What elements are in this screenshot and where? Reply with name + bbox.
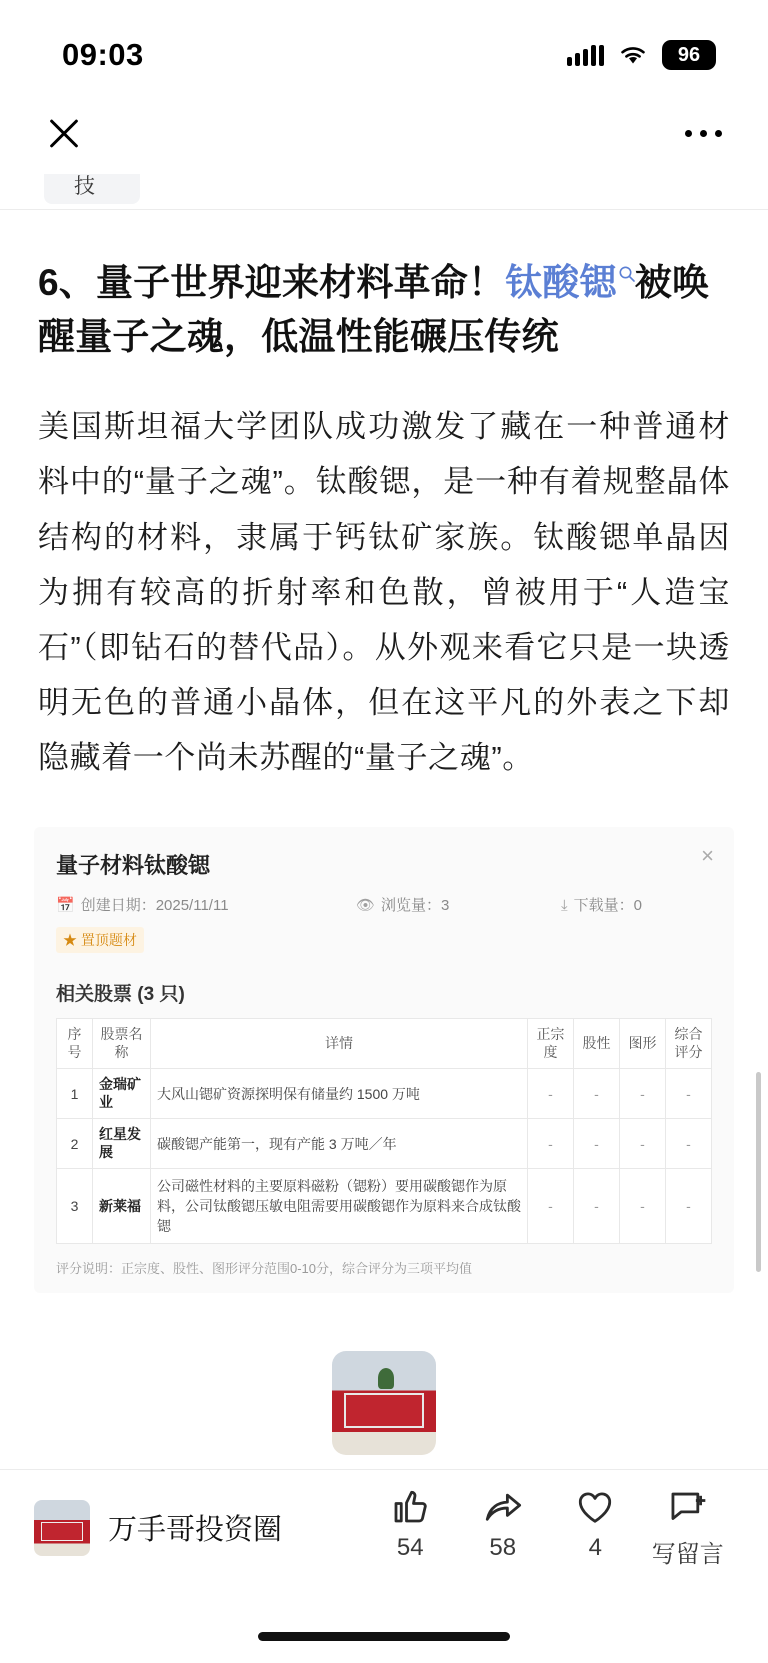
author-avatar[interactable] [34,1500,90,1556]
search-icon[interactable] [618,265,636,283]
table-note: 评分说明：正宗度、股性、图形评分范围0-10分，综合评分为三项平均值 [56,1261,473,1277]
article-paragraph: 美国斯坦福大学团队成功激发了藏在一种普通材料中的“量子之魂”。钛酸锶，是一种有着规整晶体结构的材料，隶属于钙钛矿家族。钛酸锶单晶因为拥有较高的折射率和色散，曾被用于“人造宝石”（即钻石的替代品）。从外观来看它只是一块透明无色的普通小晶体，但在这平凡的外表之下却隐藏着一个尚未苏醒的“量子之魂”。 [38,409,730,776]
related-stocks-title: 相关股票 (3 只) [56,984,185,1006]
thumbs-up-icon [389,1486,431,1528]
cell-no: 1 [57,1069,93,1119]
eye-icon: 👁 [356,897,376,915]
cell-guxing: - [574,1069,620,1119]
share-icon [482,1486,524,1528]
table-row[interactable] [57,1119,712,1169]
cell-tuxing: - [620,1069,666,1119]
headline-prefix: 6、量子世界迎来材料革命！ [38,262,506,303]
comment-icon [667,1486,709,1528]
cell-tuxing: - [620,1119,666,1169]
cell-zhengzong: - [528,1119,574,1169]
article-content [0,256,768,785]
col-guxing: 股性 [574,1019,620,1069]
tag-chip[interactable] [44,174,140,204]
table-row[interactable] [57,1069,712,1119]
cell-no: 3 [57,1169,93,1244]
cell-name: 新莱福 [93,1169,151,1244]
col-tuxing: 图形 [620,1019,666,1069]
table-row[interactable] [57,1169,712,1244]
col-zonghe: 综合评分 [666,1019,712,1069]
related-stocks-table [56,1018,712,1244]
status-bar [0,0,768,92]
cell-no: 2 [57,1119,93,1169]
cell-guxing: - [574,1169,620,1244]
card-meta [56,894,712,915]
wifi-icon [618,44,648,66]
col-no: 序号 [57,1019,93,1069]
heart-icon [574,1486,616,1528]
cell-zonghe: - [666,1119,712,1169]
account-avatar[interactable] [332,1351,436,1455]
avatar-plant-shape [378,1368,395,1389]
favorite-button[interactable] [553,1486,637,1562]
status-badge: ★ 置顶题材 [56,927,144,953]
author-block[interactable] [34,1500,364,1556]
cell-zonghe: - [666,1069,712,1119]
headline-suffix: 被唤醒量子之魂，低温性能碾压传统 [38,262,710,357]
comment-label: 写留言 [651,1541,724,1568]
home-indicator[interactable] [258,1632,510,1641]
cell-detail: 碳酸锶产能第一，现有产能 3 万吨／年 [151,1119,528,1169]
card-meta-downloads-label: 下载量：0 [573,897,642,915]
headline-keyword-text: 钛酸锶 [505,262,617,303]
card-close-icon[interactable]: × [701,843,714,869]
scrollbar-thumb[interactable] [756,1072,761,1272]
card-meta-date [56,894,356,915]
calendar-icon: 📅 [56,897,75,915]
badge-row [56,927,712,953]
card-meta-views-label: 浏览量：3 [381,897,450,915]
close-icon[interactable] [42,111,86,155]
cell-name: 金瑞矿业 [93,1069,151,1119]
action-buttons [364,1486,734,1569]
status-time: 09:03 [62,37,144,72]
cell-tuxing: - [620,1169,666,1244]
cell-detail: 公司磁性材料的主要原料磁粉（锶粉）要用碳酸锶作为原料，公司钛酸锶压敏电阻需要用碳酸锶作为原料来合成钛酸锶 [151,1169,528,1244]
status-indicators [567,40,716,70]
author-name: 万手哥投资圈 [108,1514,283,1546]
headline-keyword[interactable] [505,262,635,303]
like-button[interactable] [368,1486,452,1562]
nav-bar [0,92,768,174]
cell-detail: 大风山锶矿资源探明保有储量约 1500 万吨 [151,1069,528,1119]
col-name: 股票名称 [93,1019,151,1069]
cell-zhengzong: - [528,1169,574,1244]
status-badge-label: 置顶题材 [80,932,137,949]
cell-name: 红星发展 [93,1119,151,1169]
page-title [38,256,730,363]
col-zhengzong: 正宗度 [528,1019,574,1069]
card-meta-date-label: 创建日期：2025/11/11 [80,897,229,915]
cellular-signal-icon [567,44,604,66]
download-icon: ⤓ [561,897,568,915]
avatar-table-shape [344,1393,423,1428]
share-button[interactable] [461,1486,545,1562]
related-theme-card [34,827,734,1293]
cell-guxing: - [574,1119,620,1169]
scrolled-tag-strip [0,174,768,210]
bottom-action-bar [0,1469,768,1585]
table-header-row [57,1019,712,1069]
col-detail: 详情 [151,1019,528,1069]
cell-zhengzong: - [528,1069,574,1119]
like-count: 54 [396,1534,424,1561]
favorite-count: 4 [588,1534,602,1561]
share-count: 58 [489,1534,517,1561]
card-meta-views [356,894,561,915]
comment-button[interactable] [646,1486,730,1569]
cell-zonghe: - [666,1169,712,1244]
card-title: 量子材料钛酸锶 [56,853,211,879]
tag-chip-label: 技 [74,175,95,198]
card-meta-downloads [561,894,642,915]
more-options-icon[interactable] [681,120,726,147]
avatar-table-shape [41,1522,84,1541]
battery-indicator: 96 [662,40,716,70]
